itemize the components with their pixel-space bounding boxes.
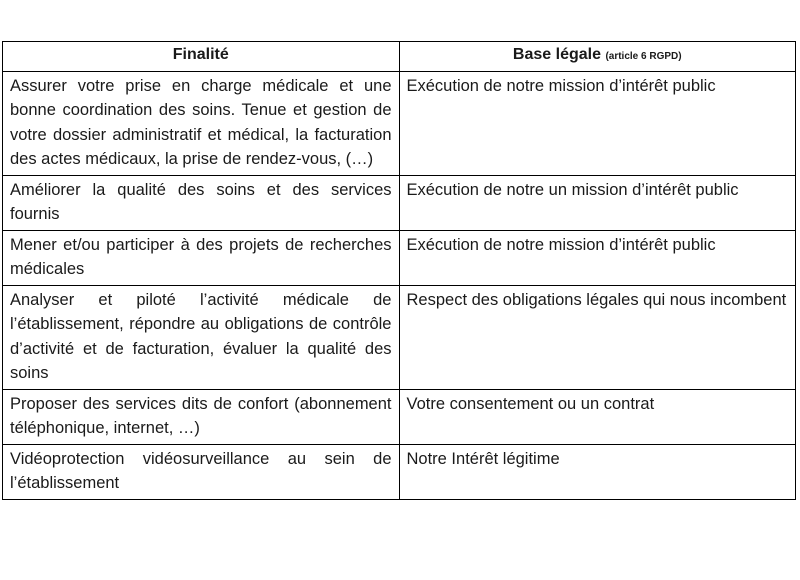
finalite-cell: Mener et/ou participer à des projets de recherches médicales (3, 230, 400, 285)
base-legale-cell: Exécution de notre mission d’intérêt public (399, 71, 796, 175)
header-base-legale (399, 42, 796, 72)
table-row (3, 444, 796, 499)
base-legale-cell: Exécution de notre un mission d’intérêt public (399, 175, 796, 230)
finalite-cell: Vidéoprotection vidéosurveillance au sein de l’établissement (3, 444, 400, 499)
finalite-cell: Analyser et piloté l’activité médicale de l’établissement, répondre au obligations de contrôle d’activité et de facturation, évaluer la qualité des soins (3, 285, 400, 389)
table-row (3, 285, 796, 389)
table-row (3, 71, 796, 175)
base-legale-cell: Votre consentement ou un contrat (399, 389, 796, 444)
finalite-cell: Assurer votre prise en charge médicale et une bonne coordination des soins. Tenue et gestion de votre dossier administratif et médical, la facturation des actes médicaux, la prise de rendez-vous, (…) (3, 71, 400, 175)
header-finalite-label: Finalité (172, 46, 229, 63)
table-row (3, 175, 796, 230)
base-legale-cell: Respect des obligations légales qui nous incombent (399, 285, 796, 389)
header-row (3, 42, 796, 72)
table-row (3, 389, 796, 444)
header-base-legale-note: (article 6 RGPD) (605, 51, 682, 62)
table-body (3, 71, 796, 499)
base-legale-cell: Exécution de notre mission d’intérêt public (399, 230, 796, 285)
gdpr-processing-table (2, 41, 796, 500)
header-base-legale-label: Base légale (512, 46, 601, 63)
header-finalite (3, 42, 400, 72)
table-row (3, 230, 796, 285)
finalite-cell: Améliorer la qualité des soins et des services fournis (3, 175, 400, 230)
table-header (3, 42, 796, 72)
base-legale-cell: Notre Intérêt légitime (399, 444, 796, 499)
finalite-cell: Proposer des services dits de confort (abonnement téléphonique, internet, …) (3, 389, 400, 444)
